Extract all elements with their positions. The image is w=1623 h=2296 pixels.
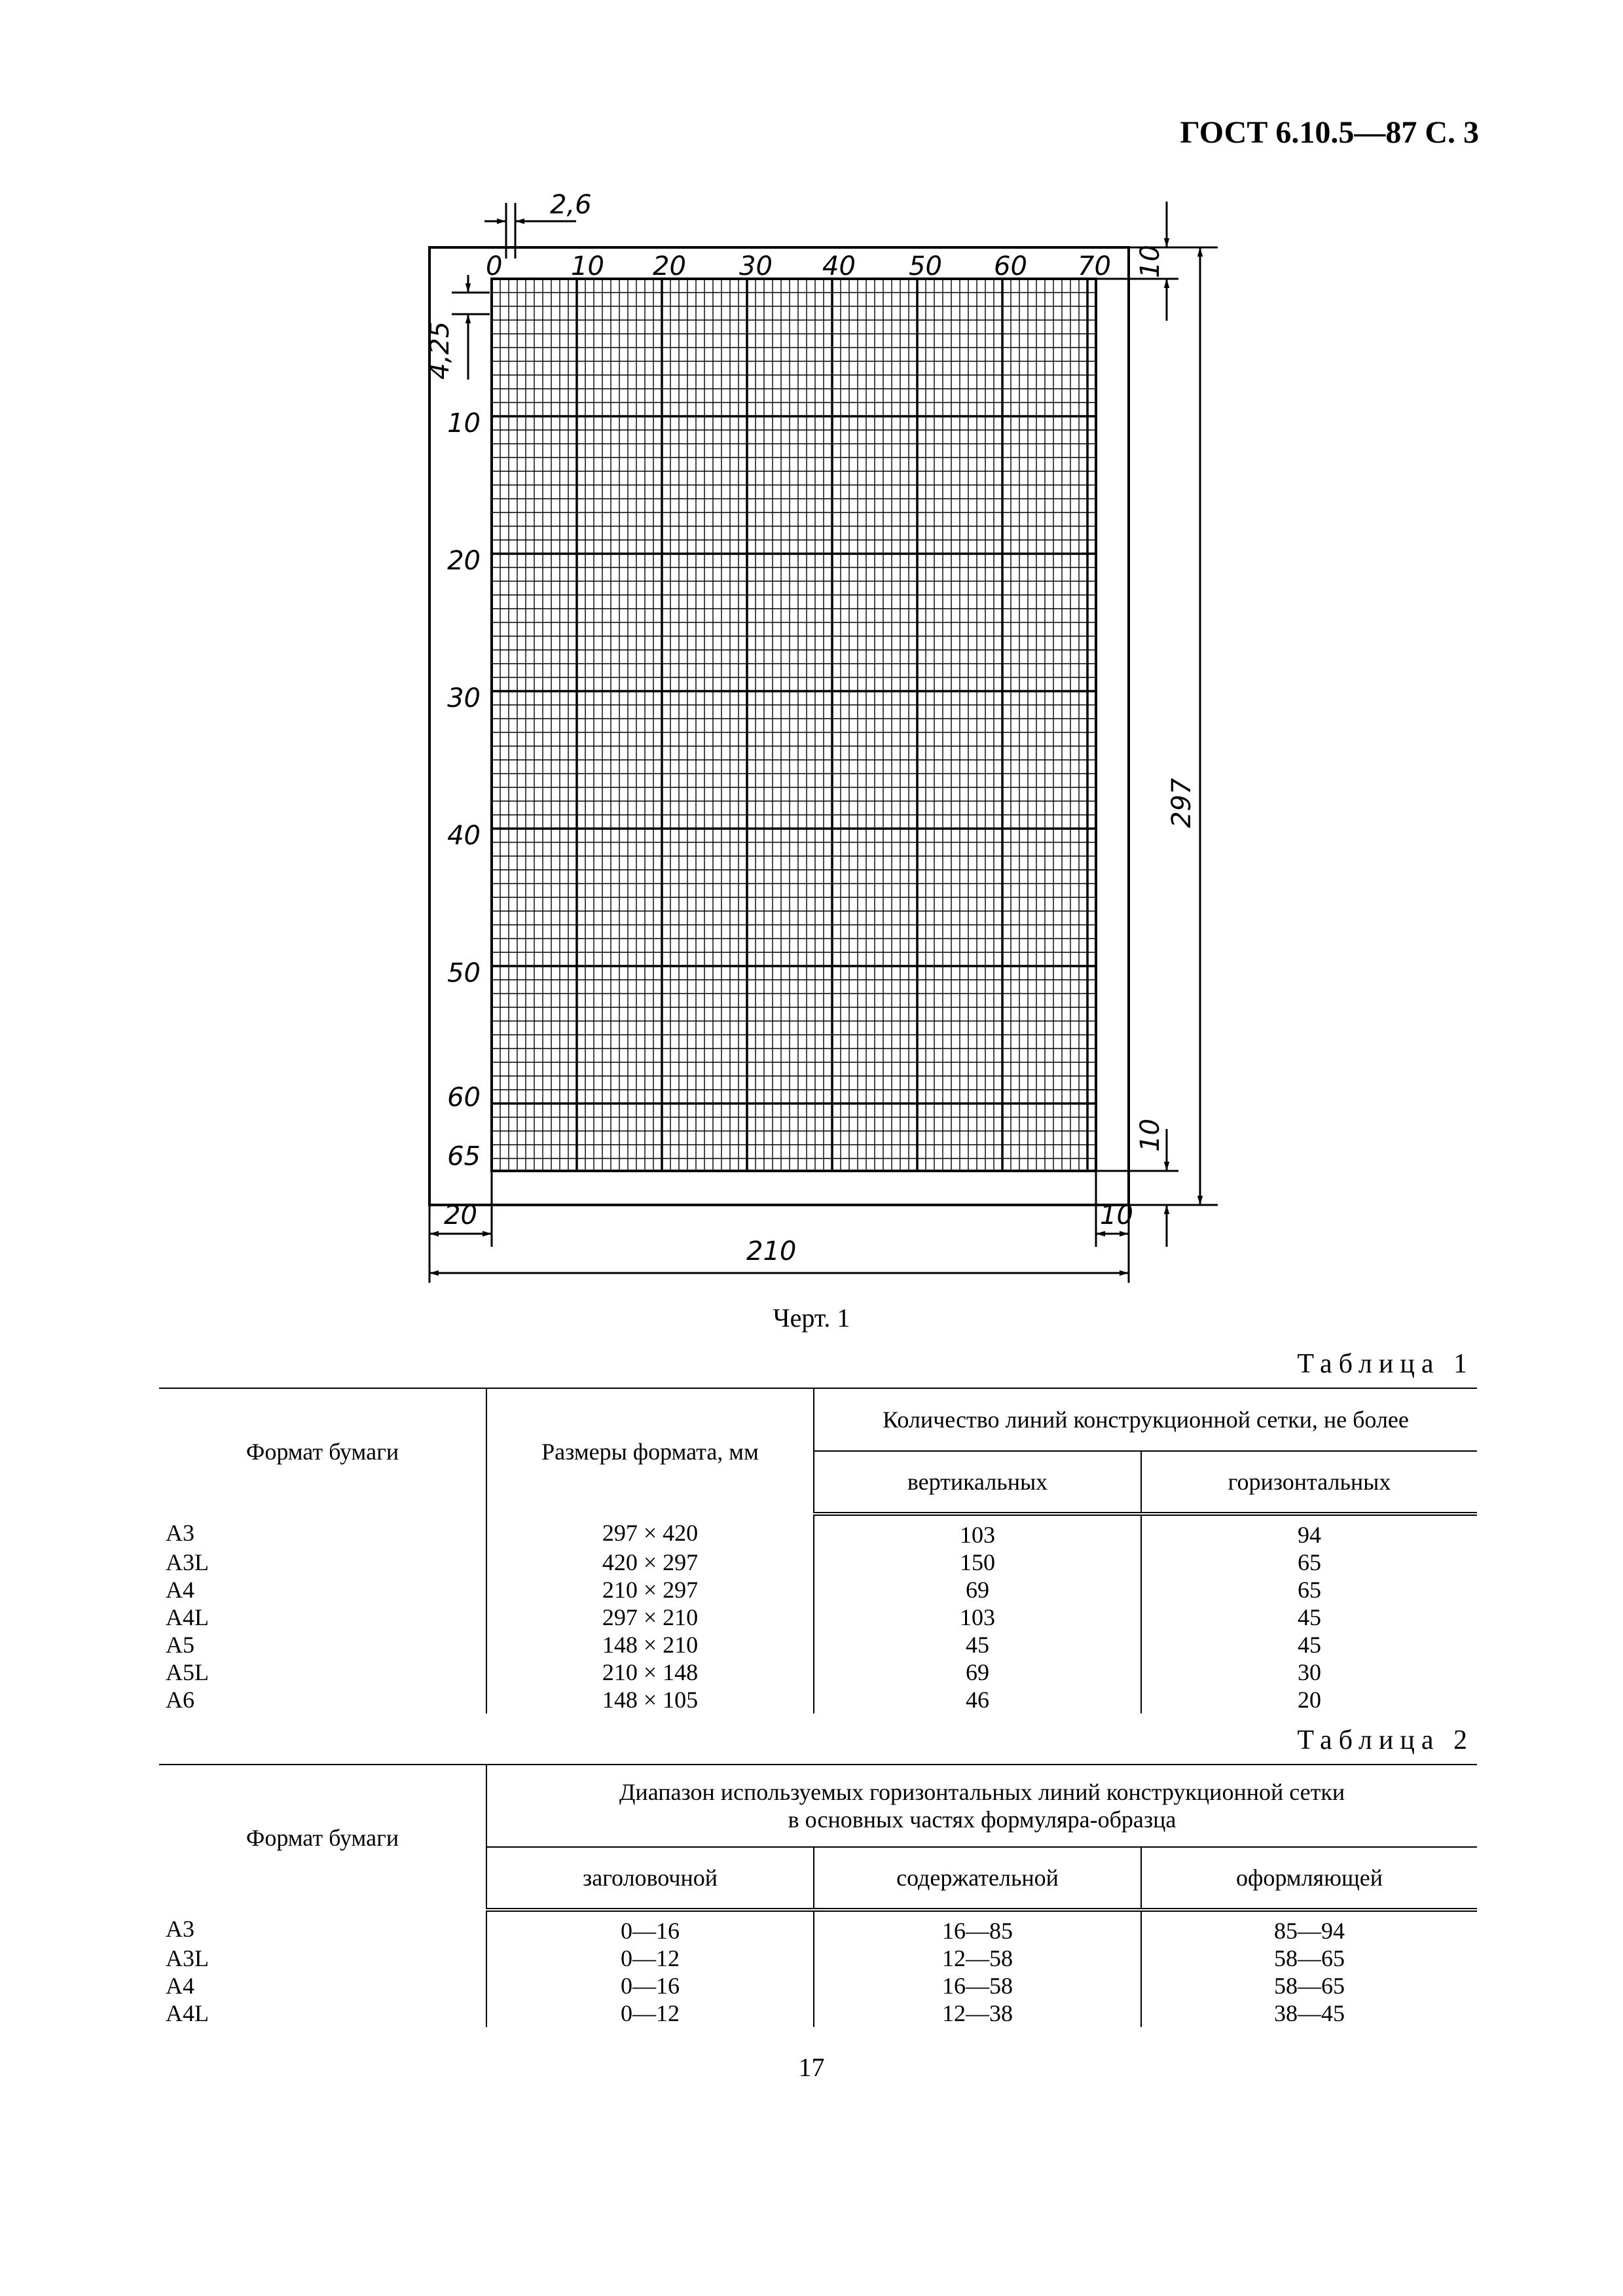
cell: 103: [814, 1604, 1141, 1631]
cell: 148 × 210: [486, 1631, 814, 1659]
dimension-row-height: [452, 275, 490, 380]
cell: 45: [1141, 1631, 1477, 1659]
cell: 420 × 297: [486, 1549, 814, 1576]
cell: 38—45: [1141, 2000, 1477, 2027]
page-number: 17: [798, 2053, 825, 2082]
table2-header-range-line1: Диапазон используемых горизонтальных линий конструкционной сетки: [619, 1779, 1345, 1805]
cell: 0—16: [486, 1910, 814, 1945]
top-scale: [486, 251, 1111, 281]
table1-header-format: Формат бумаги: [159, 1388, 486, 1514]
cell: 148 × 105: [486, 1686, 814, 1713]
document-header: ГОСТ 6.10.5—87 С. 3: [1180, 115, 1479, 150]
left-scale-label: 30: [447, 683, 481, 713]
cell: 0—12: [486, 1945, 814, 1972]
cell: A5: [166, 1632, 194, 1658]
cell: 69: [814, 1576, 1141, 1604]
table-row: [159, 1514, 1477, 1549]
table-row: [159, 1631, 1477, 1659]
cell: 94: [1141, 1514, 1477, 1549]
top-scale-label: 10: [571, 251, 604, 281]
top-scale-label: 20: [653, 251, 686, 281]
cell: 210 × 297: [486, 1576, 814, 1604]
cell: A4L: [166, 1604, 209, 1630]
cell: 16—58: [814, 1972, 1141, 2000]
cell: 0—12: [486, 2000, 814, 2027]
dimension-top-margin-label: 10: [1135, 245, 1165, 278]
top-scale-label: 60: [994, 251, 1027, 281]
cell: A3: [166, 1916, 194, 1942]
dimension-width-label: 210: [746, 1236, 797, 1266]
cell: A3L: [166, 1549, 209, 1575]
table2-header-content: содержательной: [814, 1847, 1141, 1910]
construction-grid: [492, 279, 1096, 1171]
table2: [159, 1764, 1477, 2027]
dimension-left-margin-label: 20: [444, 1200, 477, 1230]
cell: 85—94: [1141, 1910, 1477, 1945]
cell: A6: [166, 1687, 194, 1713]
dimension-right-margin-label: 10: [1100, 1200, 1133, 1230]
cell: 16—85: [814, 1910, 1141, 1945]
left-scale-label: 50: [447, 958, 481, 988]
dimension-right: [1096, 202, 1218, 1247]
left-scale-label: 10: [447, 408, 481, 439]
top-scale-label: 70: [1078, 251, 1111, 281]
cell: A5L: [166, 1659, 209, 1685]
cell: 58—65: [1141, 1972, 1477, 2000]
dimension-row-height-label: 4,25: [425, 321, 455, 380]
table1-header-size: Размеры формата, мм: [486, 1388, 814, 1514]
left-scale-label: 60: [447, 1083, 481, 1113]
left-scale-label: 40: [447, 821, 481, 851]
cell: A4: [166, 1973, 194, 1999]
cell: 297 × 210: [486, 1604, 814, 1631]
table-row: [159, 1604, 1477, 1631]
left-scale-label: 20: [447, 546, 481, 576]
cell: 103: [814, 1514, 1141, 1549]
cell: A3: [166, 1520, 194, 1546]
table1-header-horizontal: горизонтальных: [1141, 1451, 1477, 1514]
table-row: [159, 1945, 1477, 1972]
table2-header-range-line2: в основных частях формуляра-образца: [788, 1806, 1176, 1833]
top-scale-label: 30: [739, 251, 773, 281]
table-row: [159, 1686, 1477, 1713]
left-scale-label: 65: [447, 1141, 481, 1172]
table-row: [159, 1549, 1477, 1576]
cell: 65: [1141, 1549, 1477, 1576]
figure-caption: Черт. 1: [773, 1303, 850, 1333]
cell: A4L: [166, 2000, 209, 2026]
cell: 20: [1141, 1686, 1477, 1713]
table-row: [159, 1659, 1477, 1686]
table1-header-vertical: вертикальных: [814, 1451, 1141, 1514]
grid-frame: [492, 279, 1096, 1171]
table1-header-lines: Количество линий конструкционной сетки, не более: [814, 1388, 1477, 1451]
cell: 65: [1141, 1576, 1477, 1604]
table2-header-closing: оформляющей: [1141, 1847, 1477, 1910]
table-row: [159, 1910, 1477, 1945]
cell: 45: [1141, 1604, 1477, 1631]
dimension-cell-width-label: 2,6: [550, 190, 592, 220]
cell: 0—16: [486, 1972, 814, 2000]
table-row: [159, 2000, 1477, 2027]
table1: [159, 1388, 1477, 1713]
table1-title: Таблица 1: [1297, 1349, 1474, 1379]
table2-header-format: Формат бумаги: [159, 1765, 486, 1910]
cell: 58—65: [1141, 1945, 1477, 1972]
cell: 69: [814, 1659, 1141, 1686]
table-row: [159, 1972, 1477, 2000]
top-scale-label: 50: [909, 251, 942, 281]
dimension-height-label: 297: [1167, 778, 1197, 828]
dimension-bottom-margin-label: 10: [1135, 1119, 1165, 1152]
cell: 210 × 148: [486, 1659, 814, 1686]
top-scale-label: 40: [822, 251, 856, 281]
top-scale-label: 0: [486, 251, 503, 281]
cell: 30: [1141, 1659, 1477, 1686]
cell: 150: [814, 1549, 1141, 1576]
table2-title: Таблица 2: [1297, 1725, 1474, 1755]
table2-header-range: [486, 1765, 1477, 1847]
cell: 12—38: [814, 2000, 1141, 2027]
left-scale: [447, 408, 481, 1172]
cell: 297 × 420: [486, 1514, 814, 1549]
cell: 45: [814, 1631, 1141, 1659]
cell: A3L: [166, 1945, 209, 1971]
cell: 46: [814, 1686, 1141, 1713]
cell: 12—58: [814, 1945, 1141, 1972]
table2-header-heading: заголовочной: [486, 1847, 814, 1910]
table-row: [159, 1576, 1477, 1604]
cell: A4: [166, 1577, 194, 1603]
